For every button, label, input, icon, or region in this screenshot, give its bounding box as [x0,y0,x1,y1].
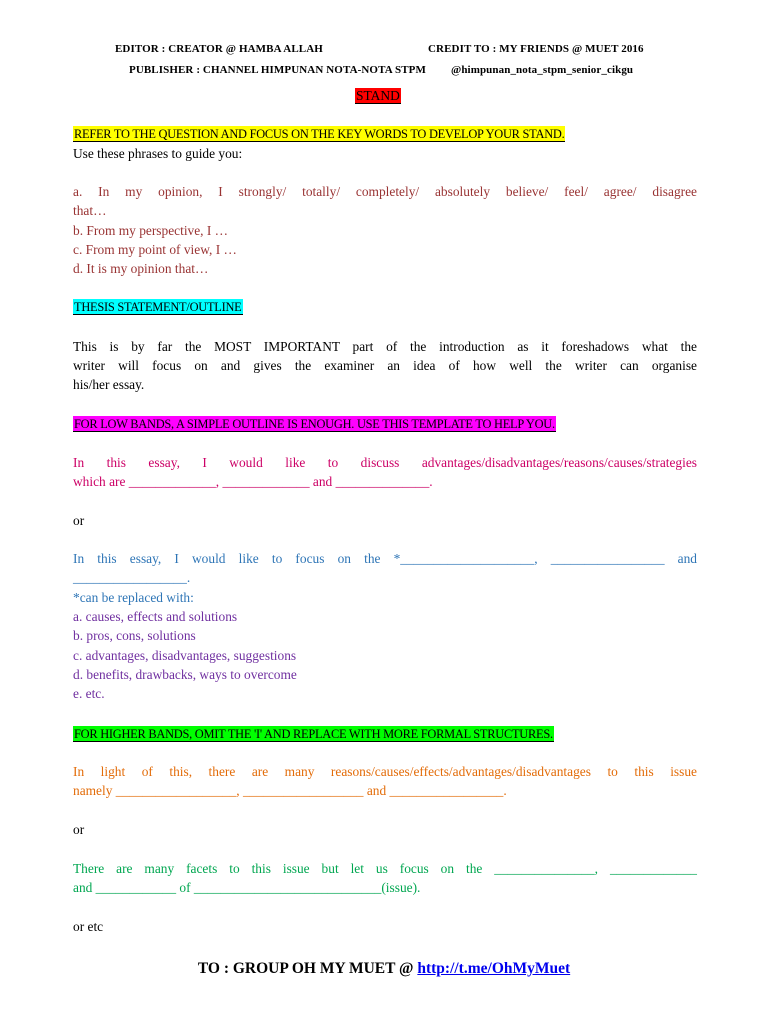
high-or: or [73,822,85,837]
stand-phrase-a-2: that… [73,203,107,218]
high-template-1-line-2: namely __________________, __________________ and _________________. [73,783,507,798]
replace-option: d. benefits, drawbacks, ways to overcome [73,667,297,682]
thesis-paragraph-line-2: writer will focus on and gives the examiner an idea of how well the writer can organise [73,358,697,373]
replace-option: e. etc. [73,686,105,701]
stand-title: STAND [356,88,400,103]
high-template-2-line-2: and ____________ of ____________________________(issue). [73,880,421,895]
stand-phrase-d: d. It is my opinion that… [73,261,209,276]
thesis-heading: THESIS STATEMENT/OUTLINE [74,300,242,314]
low-or: or [73,513,85,528]
low-template-2-line-1: In this essay, I would like to focus on the *____________________, _________________ and [73,551,697,566]
high-bands-heading: FOR HIGHER BANDS, OMIT THE 'I' AND REPLACE WITH MORE FORMAL STRUCTURES. [74,727,553,741]
replace-note: *can be replaced with: [73,590,194,605]
thesis-paragraph-line-1: This is by far the MOST IMPORTANT part of the introduction as it foreshadows what the [73,339,697,354]
low-template-1-line-2: which are _____________, _____________ and ______________. [73,474,433,489]
channel-handle: @himpunan_nota_stpm_senior_cikgu [451,64,634,76]
credit-to: CREDIT TO : MY FRIENDS @ MUET 2016 [428,43,644,55]
high-template-1-line-1: In light of this, there are many reasons/causes/effects/advantages/disadvantages to this issue [73,764,697,779]
thesis-paragraph-line-3: his/her essay. [73,377,145,392]
stand-phrase-c: c. From my point of view, I … [73,242,237,257]
low-template-2-line-2: _________________. [73,570,191,585]
footer [0,960,768,978]
replace-option: c. advantages, disadvantages, suggestions [73,648,297,663]
low-template-1-line-1: In this essay, I would like to discuss advantages/disadvantages/reasons/causes/strategies [73,455,697,470]
stand-phrase-b: b. From my perspective, I … [73,223,229,238]
publisher: PUBLISHER : CHANNEL HIMPUNAN NOTA-NOTA STPM [129,64,426,76]
stand-heading: REFER TO THE QUESTION AND FOCUS ON THE KEY WORDS TO DEVELOP YOUR STAND. [74,127,565,141]
replace-option: b. pros, cons, solutions [73,628,196,643]
editor-credit: EDITOR : CREATOR @ HAMBA ALLAH [115,43,323,55]
or-etc: or etc [73,919,104,934]
high-template-2-line-1: There are many facets to this issue but let us focus on the _______________, _____________ [73,861,697,876]
replace-option: a. causes, effects and solutions [73,609,238,624]
stand-intro: Use these phrases to guide you: [73,146,243,161]
footer-text: TO : GROUP OH MY MUET @ [197,960,418,977]
telegram-group-link[interactable]: http://t.me/OhMyMuet [417,960,571,977]
stand-phrase-a-1: a. In my opinion, I strongly/ totally/ completely/ absolutely believe/ feel/ agree/ disagree [73,184,697,199]
low-bands-heading: FOR LOW BANDS, A SIMPLE OUTLINE IS ENOUGH. USE THIS TEMPLATE TO HELP YOU. [74,417,555,431]
